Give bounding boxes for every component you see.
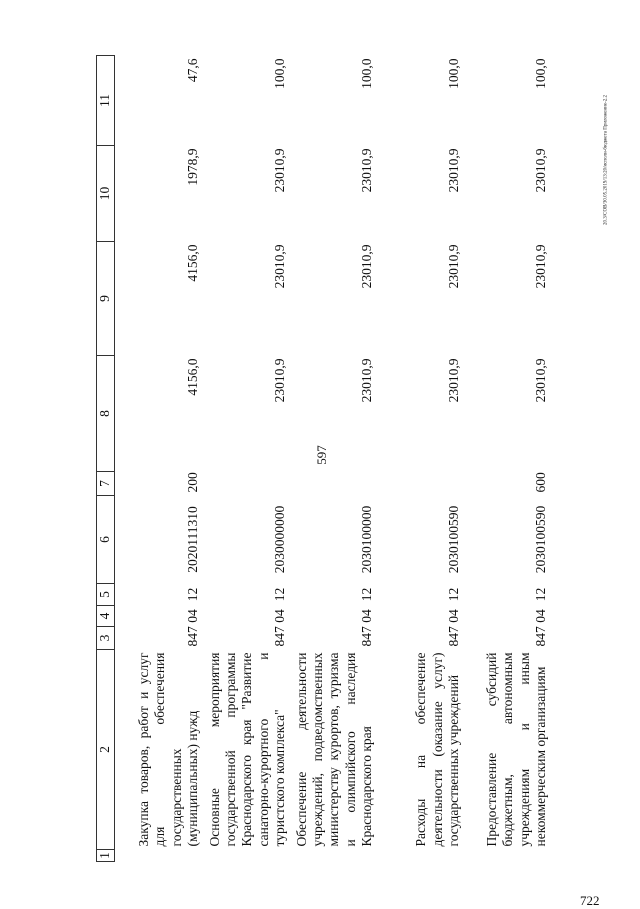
cell-revised-plan: 23010,9 (532, 244, 548, 289)
col-header: 2 (97, 650, 115, 850)
page-number: 597 (314, 445, 329, 465)
col-header: 11 (97, 56, 115, 146)
table-row (289, 56, 376, 862)
budget-table (96, 55, 550, 862)
cell-section: 04 (445, 609, 461, 623)
cell-percent: 100,0 (358, 58, 374, 89)
col-header: 5 (97, 584, 115, 606)
col-header: 4 (97, 606, 115, 627)
cell-plan: 23010,9 (358, 358, 374, 403)
cell-section: 04 (271, 609, 287, 623)
col-header: 9 (97, 242, 115, 356)
cell-plan: 4156,0 (184, 358, 200, 396)
cell-executed: 1978,9 (184, 148, 200, 186)
cell-subsection: 12 (358, 587, 374, 602)
col-header: 8 (97, 356, 115, 472)
cell-percent: 100,0 (271, 58, 287, 89)
table-row (115, 56, 203, 862)
cell-expense-type (202, 472, 289, 496)
cell-target-code: 2030000000 (271, 505, 287, 574)
row-name: Предоставление субсидий бюджетным, автономным учреждениям и иным некоммерческим организациям (484, 652, 548, 847)
cell-percent: 100,0 (532, 58, 548, 89)
cell-percent: 100,0 (445, 58, 461, 89)
cell-expense-type (289, 472, 376, 496)
row-name: Закупка товаров, работ и услуг для обеспечения государственных (муниципальных) нужд (136, 652, 200, 847)
cell-section: 04 (358, 609, 374, 623)
footer-stamp: 20.3/СОВ/30.05.2019/13:20/исполн-бюджета Приложение-2.2 (603, 95, 609, 225)
table-row (376, 56, 463, 862)
cell-expense-type: 200 (184, 472, 200, 493)
cell-revised-plan: 23010,9 (271, 244, 287, 289)
cell-target-code: 2030100590 (445, 505, 461, 574)
cell-subsection: 12 (184, 587, 200, 602)
cell-subsection: 12 (532, 587, 548, 602)
table-row (202, 56, 289, 862)
cell-executed: 23010,9 (271, 148, 287, 193)
cell-executed: 23010,9 (358, 148, 374, 193)
table-header-row (97, 56, 115, 862)
row-name: Обеспечение деятельности учреждений, подведомственных министерству курортов, туризма и олимпийского наследия Краснодарского края (294, 652, 374, 847)
cell-expense-type (376, 472, 463, 496)
cell-percent: 47,6 (184, 58, 200, 83)
cell-plan: 23010,9 (271, 358, 287, 403)
cell-section: 04 (184, 609, 200, 623)
cell-section: 04 (532, 609, 548, 623)
cell-subsection: 12 (445, 587, 461, 602)
row-name: Основные мероприятия государственной программы Краснодарского края "Развитие санаторно-курортного и туристского комплекса" (207, 652, 287, 847)
cell-plan: 23010,9 (532, 358, 548, 403)
col-header: 1 (97, 850, 115, 862)
cell-executed: 23010,9 (445, 148, 461, 193)
cell-plan: 23010,9 (445, 358, 461, 403)
budget-table-wrapper (96, 56, 578, 862)
cell-revised-plan: 23010,9 (358, 244, 374, 289)
col-header: 7 (97, 472, 115, 496)
col-header: 6 (97, 496, 115, 584)
row-name: Расходы на обеспечение деятельности (оказание услуг) государственных учреждений (413, 652, 461, 847)
cell-target-code: 2020111310 (184, 506, 200, 573)
col-header: 3 (97, 627, 115, 650)
cell-target-code: 2030100590 (532, 505, 548, 574)
cell-ministry-code: 847 (271, 626, 287, 647)
cell-expense-type: 600 (532, 472, 548, 493)
cell-executed: 23010,9 (532, 148, 548, 193)
cell-ministry-code: 847 (184, 626, 200, 647)
cell-ministry-code: 847 (445, 626, 461, 647)
cell-ministry-code: 847 (358, 626, 374, 647)
cell-subsection: 12 (271, 587, 287, 602)
table-row (463, 56, 550, 862)
col-header: 10 (97, 146, 115, 242)
cell-ministry-code: 847 (532, 626, 548, 647)
cell-revised-plan: 4156,0 (184, 244, 200, 282)
page-footer-number: 722 (580, 893, 600, 908)
cell-target-code: 2030100000 (358, 505, 374, 574)
cell-revised-plan: 23010,9 (445, 244, 461, 289)
